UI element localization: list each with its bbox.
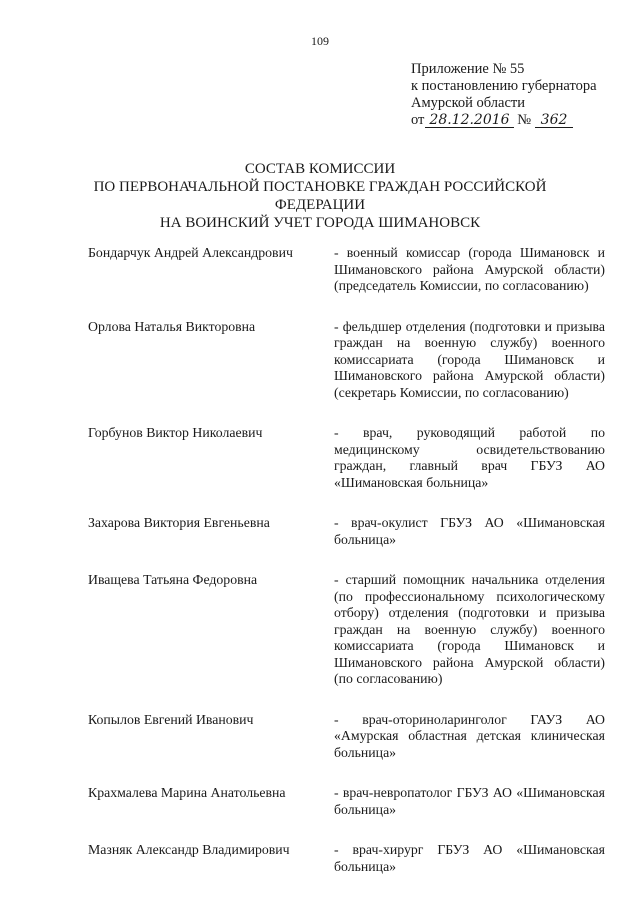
members-list <box>88 245 608 899</box>
member-role: - врач-оториноларинголог ГАУЗ АО «Амурская областная детская клиническая больница» <box>334 711 605 760</box>
member-entry <box>88 712 608 762</box>
member-role: - врач-окулист ГБУЗ АО «Шимановская больница» <box>334 515 605 547</box>
date-prefix: от <box>411 112 425 128</box>
number-prefix: № <box>517 112 532 128</box>
member-entry <box>88 245 608 295</box>
member-entry <box>88 319 608 402</box>
member-role: - старший помощник начальника отделения (по профессиональному психологическому отбору) отделения (подготовки и призыва граждан на военную службу) военного комиссариата (города Шимановск и Шимановского района Амурской области) (по согласованию) <box>334 572 605 686</box>
member-name: Орлова Наталья Викторовна <box>88 318 256 334</box>
member-name: Копылов Евгений Иванович <box>88 711 254 727</box>
member-role: - врач-невропатолог ГБУЗ АО «Шимановская больница» <box>334 785 605 817</box>
member-name: Горбунов Виктор Николаевич <box>88 425 263 440</box>
document-title <box>60 160 580 232</box>
member-role: - военный комиссар (города Шимановск и Шимановского района Амурской области) (председатель Комиссии, по согласованию) <box>334 245 605 293</box>
title-line-1: СОСТАВ КОМИССИИ <box>244 161 396 177</box>
member-name: Захарова Виктория Евгеньевна <box>88 515 270 530</box>
appendix-line-2: к постановлению губернатора <box>411 78 597 94</box>
member-name: Крахмалева Марина Анатольевна <box>88 785 286 800</box>
member-name: Бондарчук Андрей Александрович <box>88 245 293 260</box>
appendix-block <box>411 61 597 129</box>
member-entry <box>88 425 608 491</box>
member-role: - врач-хирург ГБУЗ АО «Шимановская больница» <box>334 842 605 874</box>
member-entry <box>88 842 608 875</box>
member-role: - фельдшер отделения (подготовки и призыва граждан на военную службу) военного комиссариата (города Шимановск и Шимановского района Амурской области) (секретарь Комиссии, по согласованию) <box>334 318 605 400</box>
handwritten-number: 362 <box>535 113 574 128</box>
member-role: - врач, руководящий работой по медицинскому освидетельствованию граждан, главный врач ГБУЗ АО «Шимановская больница» <box>334 425 605 490</box>
title-line-2: ПО ПЕРВОНАЧАЛЬНОЙ ПОСТАНОВКЕ ГРАЖДАН РОССИЙСКОЙ ФЕДЕРАЦИИ <box>93 179 547 213</box>
appendix-line-3: Амурской области <box>411 95 525 111</box>
member-name: Мазняк Александр Владимирович <box>88 842 290 857</box>
member-entry <box>88 515 608 548</box>
handwritten-date: 28.12.2016 <box>425 113 513 128</box>
member-entry <box>88 572 608 688</box>
member-entry <box>88 785 608 818</box>
appendix-line-1: Приложение № 55 <box>411 61 525 77</box>
title-line-3: НА ВОИНСКИЙ УЧЕТ ГОРОДА ШИМАНОВСК <box>159 215 481 231</box>
appendix-date-row <box>411 112 597 129</box>
page-number: 109 <box>311 34 329 48</box>
member-name: Иващева Татьяна Федоровна <box>88 572 258 587</box>
